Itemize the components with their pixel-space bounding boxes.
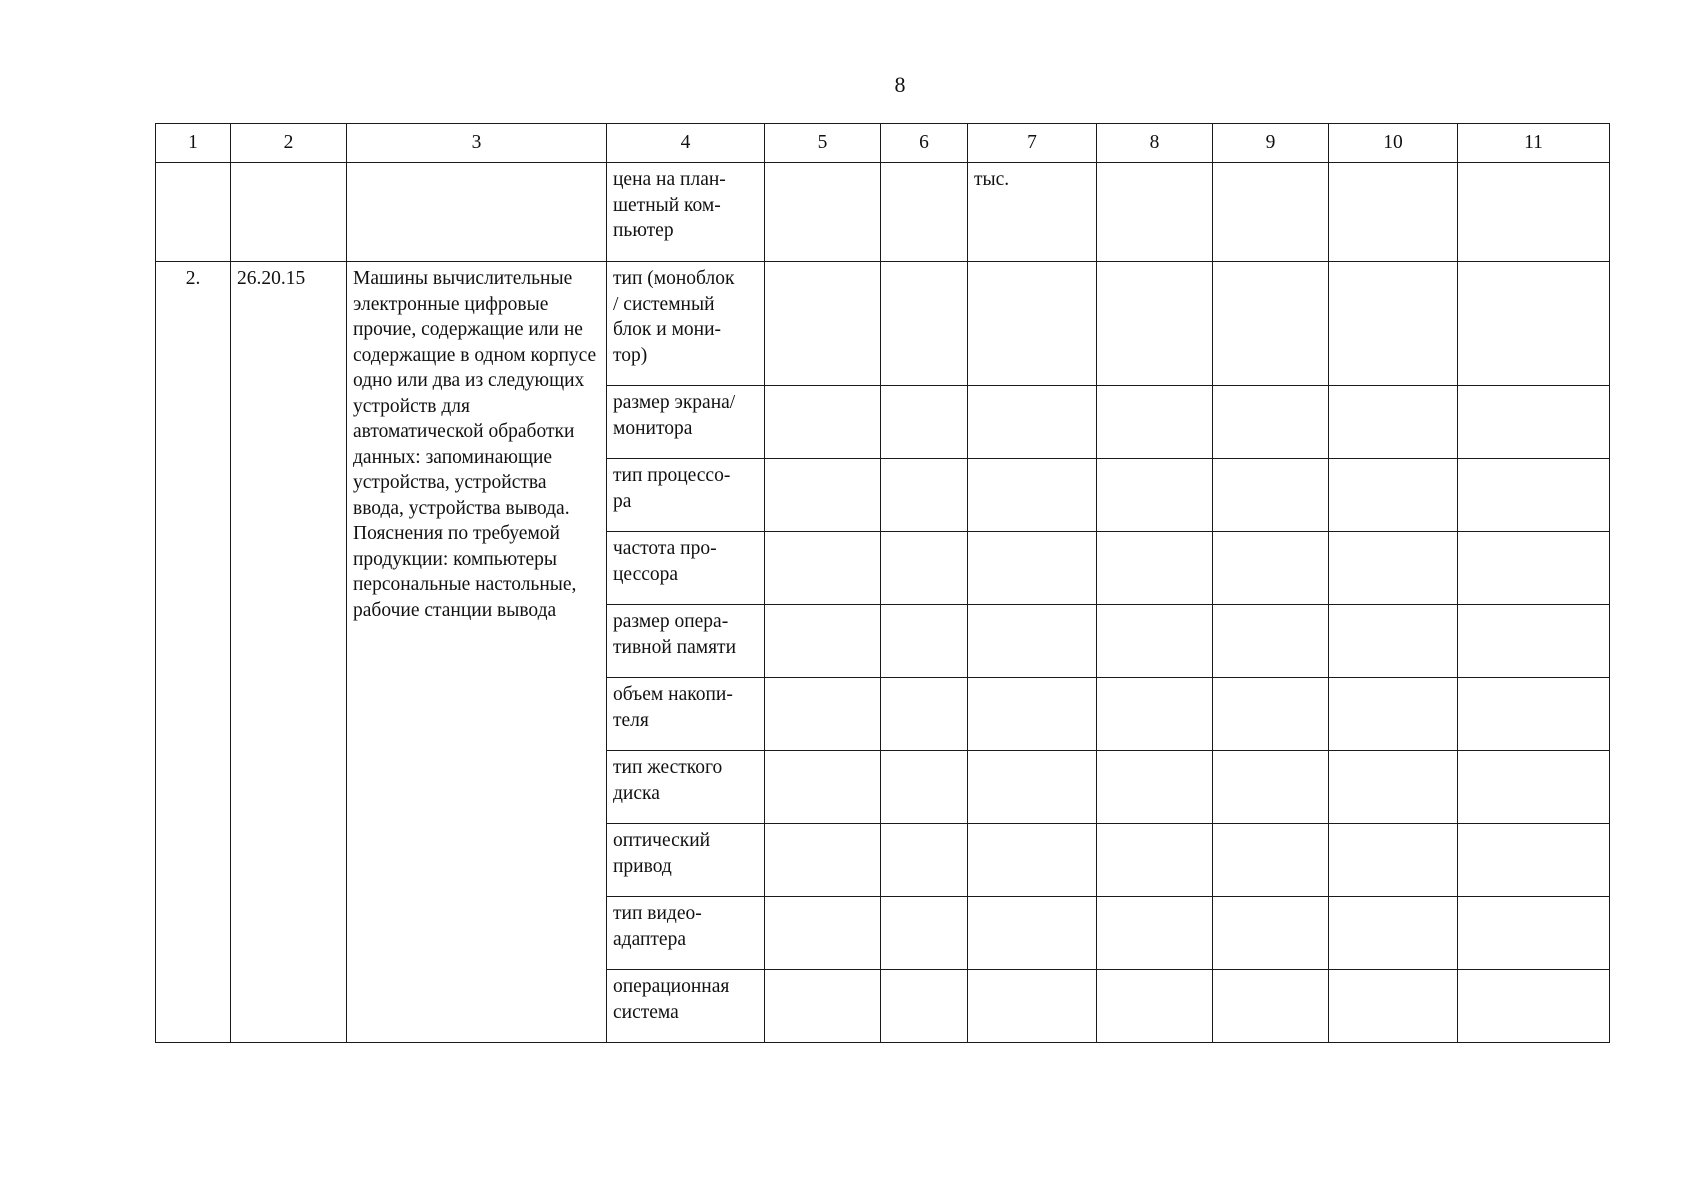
column-header: 10 bbox=[1329, 124, 1458, 163]
characteristic-name: тип (моноблок / системный блок и мони- тор) bbox=[607, 262, 765, 386]
empty-cell bbox=[1329, 262, 1458, 386]
column-header: 1 bbox=[156, 124, 231, 163]
empty-cell bbox=[1329, 163, 1458, 262]
empty-cell bbox=[765, 459, 881, 532]
empty-cell bbox=[1458, 897, 1610, 970]
column-header: 4 bbox=[607, 124, 765, 163]
empty-cell bbox=[1329, 459, 1458, 532]
empty-cell bbox=[1097, 532, 1213, 605]
empty-cell bbox=[1458, 262, 1610, 386]
empty-cell bbox=[968, 824, 1097, 897]
empty-cell bbox=[231, 163, 347, 262]
item-description: Машины вычислительные электронные цифровые прочие, содержащие или не содержащие в одном корпусе одно или два из следующих устройств для автоматической обработки данных: запоминающие устройства, устройства ввода, устройства вывода. Пояснения по требуемой продукции: компьютеры персональные настольные, рабочие станции вывода bbox=[347, 262, 607, 1043]
item-row bbox=[156, 262, 1610, 386]
empty-cell bbox=[1097, 459, 1213, 532]
empty-cell bbox=[968, 386, 1097, 459]
empty-cell bbox=[968, 897, 1097, 970]
column-header: 5 bbox=[765, 124, 881, 163]
empty-cell bbox=[1329, 824, 1458, 897]
empty-cell bbox=[347, 163, 607, 262]
characteristics-table bbox=[155, 123, 1610, 1043]
item-code: 26.20.15 bbox=[231, 262, 347, 1043]
empty-cell bbox=[1458, 459, 1610, 532]
empty-cell bbox=[1097, 678, 1213, 751]
empty-cell bbox=[765, 678, 881, 751]
empty-cell bbox=[1458, 970, 1610, 1043]
empty-cell bbox=[1213, 970, 1329, 1043]
empty-cell bbox=[1329, 386, 1458, 459]
empty-cell bbox=[1097, 970, 1213, 1043]
empty-cell bbox=[1458, 751, 1610, 824]
empty-cell bbox=[1097, 386, 1213, 459]
empty-cell bbox=[1329, 605, 1458, 678]
characteristic-name: тип жесткого диска bbox=[607, 751, 765, 824]
empty-cell bbox=[881, 897, 968, 970]
empty-cell bbox=[1329, 751, 1458, 824]
empty-cell bbox=[765, 262, 881, 386]
empty-cell bbox=[1458, 605, 1610, 678]
column-header: 3 bbox=[347, 124, 607, 163]
characteristic-name: оптический привод bbox=[607, 824, 765, 897]
empty-cell bbox=[765, 605, 881, 678]
empty-cell bbox=[968, 459, 1097, 532]
empty-cell bbox=[1458, 163, 1610, 262]
empty-cell bbox=[1097, 897, 1213, 970]
empty-cell bbox=[765, 824, 881, 897]
characteristic-name: цена на план- шетный ком- пьютер bbox=[607, 163, 765, 262]
empty-cell bbox=[1097, 605, 1213, 678]
characteristic-name: частота про- цессора bbox=[607, 532, 765, 605]
empty-cell bbox=[968, 678, 1097, 751]
empty-cell bbox=[1213, 605, 1329, 678]
empty-cell bbox=[1097, 262, 1213, 386]
empty-cell bbox=[1329, 970, 1458, 1043]
characteristic-name: размер экрана/ монитора bbox=[607, 386, 765, 459]
empty-cell bbox=[765, 163, 881, 262]
characteristic-name: операционная система bbox=[607, 970, 765, 1043]
empty-cell bbox=[881, 751, 968, 824]
column-header: 8 bbox=[1097, 124, 1213, 163]
empty-cell bbox=[968, 262, 1097, 386]
empty-cell bbox=[881, 386, 968, 459]
empty-cell bbox=[1213, 386, 1329, 459]
empty-cell bbox=[1329, 532, 1458, 605]
characteristic-name: тип процессо- ра bbox=[607, 459, 765, 532]
empty-cell bbox=[765, 751, 881, 824]
empty-cell bbox=[1213, 751, 1329, 824]
empty-cell bbox=[156, 163, 231, 262]
empty-cell bbox=[881, 532, 968, 605]
item-number: 2. bbox=[156, 262, 231, 1043]
empty-cell bbox=[968, 532, 1097, 605]
column-header: 2 bbox=[231, 124, 347, 163]
empty-cell bbox=[1458, 386, 1610, 459]
characteristic-name: объем накопи- теля bbox=[607, 678, 765, 751]
empty-cell bbox=[881, 163, 968, 262]
column-header: 11 bbox=[1458, 124, 1610, 163]
column-header: 7 bbox=[968, 124, 1097, 163]
column-header: 6 bbox=[881, 124, 968, 163]
empty-cell bbox=[1097, 824, 1213, 897]
empty-cell bbox=[1329, 897, 1458, 970]
unit-cell: тыс. bbox=[968, 163, 1097, 262]
empty-cell bbox=[881, 678, 968, 751]
empty-cell bbox=[765, 386, 881, 459]
empty-cell bbox=[1097, 163, 1213, 262]
empty-cell bbox=[1213, 262, 1329, 386]
empty-cell bbox=[1213, 532, 1329, 605]
empty-cell bbox=[1458, 824, 1610, 897]
page-number: 8 bbox=[894, 72, 906, 97]
empty-cell bbox=[968, 605, 1097, 678]
empty-cell bbox=[765, 897, 881, 970]
column-number-row bbox=[156, 124, 1610, 163]
empty-cell bbox=[1458, 532, 1610, 605]
characteristic-name: размер опера- тивной памяти bbox=[607, 605, 765, 678]
empty-cell bbox=[881, 605, 968, 678]
continuation-row bbox=[156, 163, 1610, 262]
empty-cell bbox=[1213, 459, 1329, 532]
empty-cell bbox=[1097, 751, 1213, 824]
empty-cell bbox=[1213, 824, 1329, 897]
empty-cell bbox=[1213, 678, 1329, 751]
empty-cell bbox=[765, 970, 881, 1043]
empty-cell bbox=[765, 532, 881, 605]
empty-cell bbox=[881, 824, 968, 897]
empty-cell bbox=[881, 262, 968, 386]
empty-cell bbox=[881, 970, 968, 1043]
empty-cell bbox=[968, 751, 1097, 824]
empty-cell bbox=[1213, 163, 1329, 262]
characteristic-name: тип видео- адаптера bbox=[607, 897, 765, 970]
empty-cell bbox=[1329, 678, 1458, 751]
empty-cell bbox=[1213, 897, 1329, 970]
empty-cell bbox=[881, 459, 968, 532]
empty-cell bbox=[968, 970, 1097, 1043]
column-header: 9 bbox=[1213, 124, 1329, 163]
empty-cell bbox=[1458, 678, 1610, 751]
